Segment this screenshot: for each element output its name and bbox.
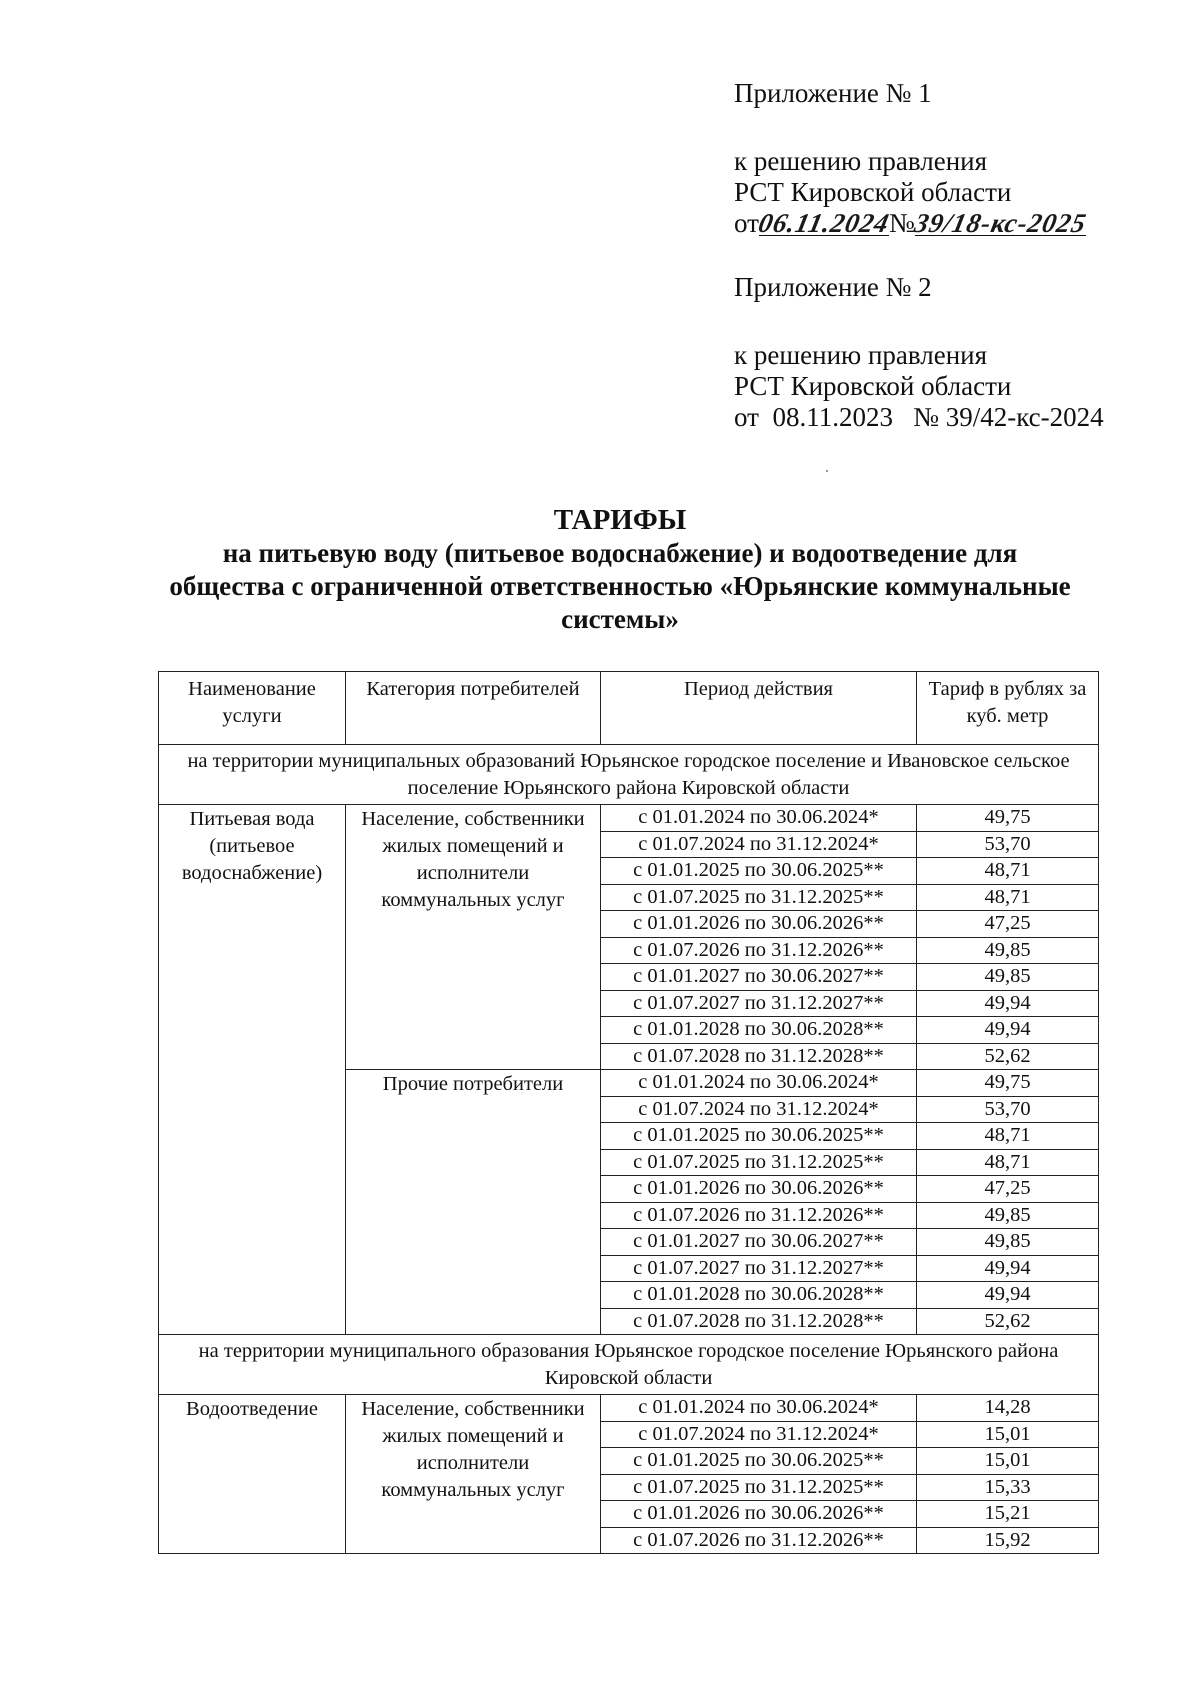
tariff-cell: 49,75: [917, 1070, 1099, 1097]
tariff-cell: 52,62: [917, 1308, 1099, 1335]
tariff-cell: 15,01: [917, 1448, 1099, 1475]
tariff-cell: 47,25: [917, 911, 1099, 938]
period-cell: с 01.01.2026 по 30.06.2026**: [601, 1176, 917, 1203]
period-cell: с 01.01.2028 по 30.06.2028**: [601, 1017, 917, 1044]
appendix-2-title: Приложение № 2: [734, 272, 932, 302]
period-cell: с 01.07.2024 по 31.12.2024*: [601, 831, 917, 858]
territory-text: на территории муниципальных образований Юрьянское городское поселение и Ивановское сельское поселение Юрьянского района Кировской области: [159, 745, 1099, 805]
tariff-table: [158, 671, 1099, 1554]
period-cell: с 01.01.2025 по 30.06.2025**: [601, 1123, 917, 1150]
tariff-cell: 49,94: [917, 1282, 1099, 1309]
tariff-cell: 49,75: [917, 805, 1099, 832]
appendix-2-reference: от 08.11.2023 № 39/42-кс-2024: [734, 402, 1104, 432]
period-cell: с 01.07.2026 по 31.12.2026**: [601, 937, 917, 964]
document-title: [140, 504, 1100, 636]
consumer-category: Прочие потребители: [346, 1070, 601, 1335]
appendix-1-line2: РСТ Кировской области: [734, 177, 1012, 207]
tariff-cell: 49,94: [917, 1255, 1099, 1282]
service-name: Питьевая вода (питьевое водоснабжение): [159, 805, 346, 1335]
table-header-row: [159, 672, 1099, 745]
header-tariff: Тариф в рублях за куб. метр: [917, 672, 1099, 745]
period-cell: с 01.01.2026 по 30.06.2026**: [601, 1501, 917, 1528]
appendix-1-from-prefix: от: [734, 208, 759, 238]
period-cell: с 01.07.2025 по 31.12.2025**: [601, 1474, 917, 1501]
tariff-cell: 49,85: [917, 964, 1099, 991]
consumer-category: Население, собственники жилых помещений и исполнители коммунальных услуг: [346, 1395, 601, 1554]
table-row: [159, 1395, 1099, 1422]
tariff-cell: 49,85: [917, 1202, 1099, 1229]
period-cell: с 01.01.2024 по 30.06.2024*: [601, 1395, 917, 1422]
tariff-cell: 47,25: [917, 1176, 1099, 1203]
period-cell: с 01.07.2028 по 31.12.2028**: [601, 1308, 917, 1335]
period-cell: с 01.01.2028 по 30.06.2028**: [601, 1282, 917, 1309]
period-cell: с 01.07.2027 по 31.12.2027**: [601, 990, 917, 1017]
tariff-cell: 49,85: [917, 937, 1099, 964]
tariff-cell: 49,85: [917, 1229, 1099, 1256]
tariff-cell: 15,92: [917, 1527, 1099, 1554]
appendix-2-line2: РСТ Кировской области: [734, 371, 1012, 401]
tariff-cell: 49,94: [917, 990, 1099, 1017]
tariff-cell: 48,71: [917, 884, 1099, 911]
tariff-cell: 52,62: [917, 1043, 1099, 1070]
period-cell: с 01.07.2026 по 31.12.2026**: [601, 1202, 917, 1229]
scan-speck: [826, 470, 828, 472]
period-cell: с 01.01.2027 по 30.06.2027**: [601, 1229, 917, 1256]
table-body: [159, 745, 1099, 1554]
appendix-2-line1: к решению правления: [734, 340, 988, 370]
period-cell: с 01.01.2027 по 30.06.2027**: [601, 964, 917, 991]
handwritten-number: 39/18-кс-2025: [911, 208, 1090, 238]
appendix-header: [734, 78, 1174, 433]
appendix-1-title: Приложение № 1: [734, 78, 932, 108]
appendix-1-line1: к решению правления: [734, 146, 988, 176]
title-line-3: общества с ограниченной ответственностью «Юрьянские коммунальные: [169, 571, 1071, 601]
title-main: ТАРИФЫ: [553, 504, 687, 536]
tariff-cell: 15,01: [917, 1421, 1099, 1448]
territory-row: [159, 745, 1099, 805]
tariff-cell: 49,94: [917, 1017, 1099, 1044]
tariff-cell: 48,71: [917, 1123, 1099, 1150]
period-cell: с 01.07.2024 по 31.12.2024*: [601, 1096, 917, 1123]
consumer-category: Население, собственники жилых помещений и исполнители коммунальных услуг: [346, 805, 601, 1070]
appendix-1-num-prefix: №: [888, 208, 915, 238]
period-cell: с 01.01.2024 по 30.06.2024*: [601, 805, 917, 832]
header-period: Период действия: [601, 672, 917, 745]
header-category: Категория потребителей: [346, 672, 601, 745]
appendix-1-reference: [734, 208, 1174, 239]
period-cell: с 01.01.2025 по 30.06.2025**: [601, 858, 917, 885]
period-cell: с 01.07.2028 по 31.12.2028**: [601, 1043, 917, 1070]
handwritten-date: 06.11.2024: [755, 208, 893, 238]
period-cell: с 01.07.2027 по 31.12.2027**: [601, 1255, 917, 1282]
title-line-4: системы»: [561, 604, 679, 634]
period-cell: с 01.07.2025 по 31.12.2025**: [601, 1149, 917, 1176]
territory-row: [159, 1335, 1099, 1395]
header-service: Наименование услуги: [159, 672, 346, 745]
territory-text: на территории муниципального образования Юрьянское городское поселение Юрьянского района Кировской области: [159, 1335, 1099, 1395]
tariff-cell: 48,71: [917, 1149, 1099, 1176]
tariff-cell: 53,70: [917, 1096, 1099, 1123]
tariff-cell: 14,28: [917, 1395, 1099, 1422]
period-cell: с 01.01.2024 по 30.06.2024*: [601, 1070, 917, 1097]
title-line-2: на питьевую воду (питьевое водоснабжение) и водоотведение для: [222, 538, 1018, 568]
period-cell: с 01.07.2026 по 31.12.2026**: [601, 1527, 917, 1554]
tariff-cell: 15,21: [917, 1501, 1099, 1528]
period-cell: с 01.01.2025 по 30.06.2025**: [601, 1448, 917, 1475]
service-name: Водоотведение: [159, 1395, 346, 1554]
period-cell: с 01.01.2026 по 30.06.2026**: [601, 911, 917, 938]
period-cell: с 01.07.2024 по 31.12.2024*: [601, 1421, 917, 1448]
tariff-cell: 15,33: [917, 1474, 1099, 1501]
tariff-cell: 48,71: [917, 858, 1099, 885]
period-cell: с 01.07.2025 по 31.12.2025**: [601, 884, 917, 911]
table-row: [159, 805, 1099, 832]
tariff-cell: 53,70: [917, 831, 1099, 858]
